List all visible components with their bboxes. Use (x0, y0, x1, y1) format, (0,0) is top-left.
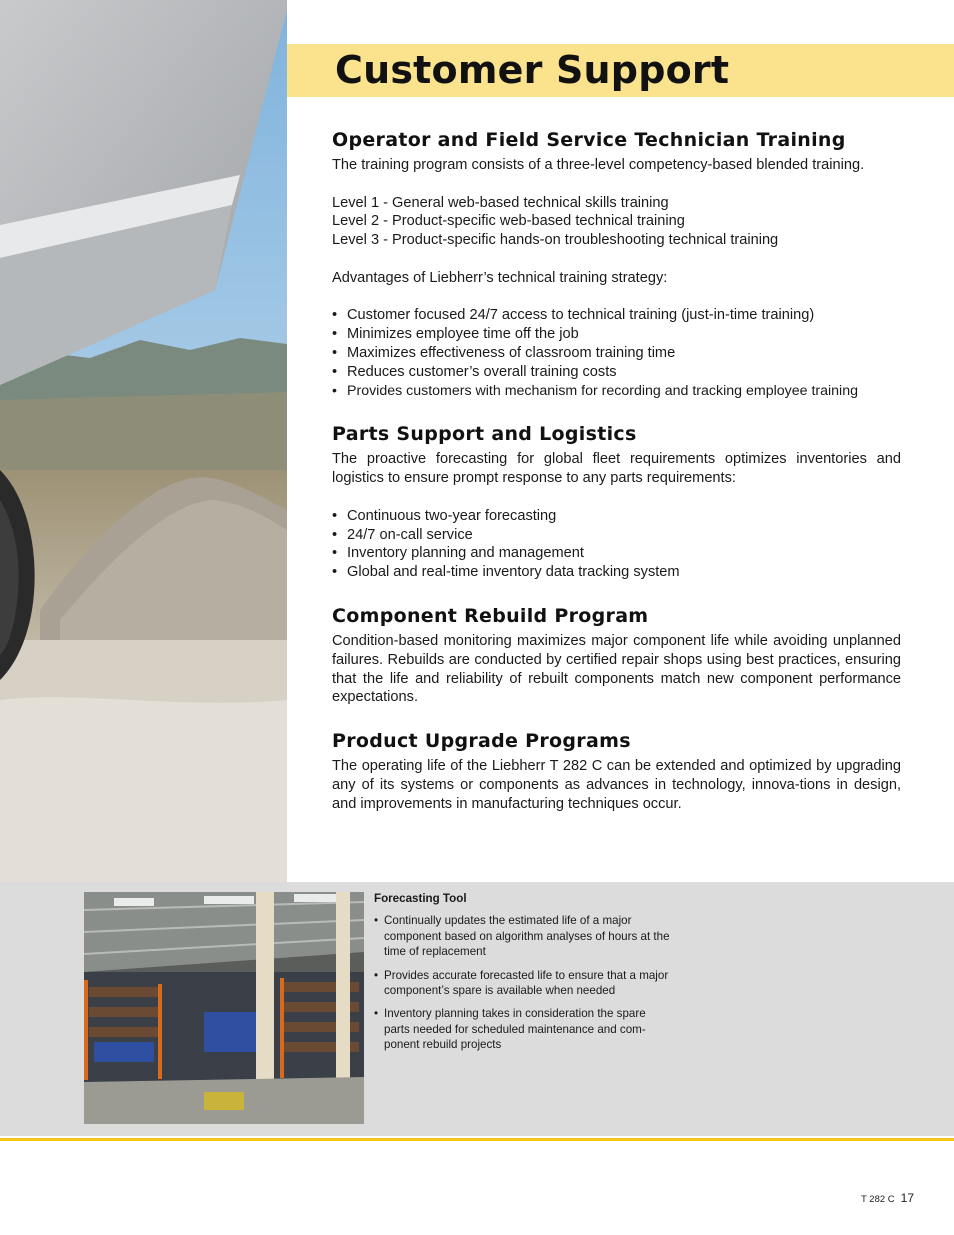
section-heading-parts: Parts Support and Logistics (332, 423, 637, 446)
mining-truck-photo (0, 0, 287, 882)
forecasting-panel (0, 882, 954, 1136)
forecasting-heading: Forecasting Tool (374, 892, 467, 905)
list-item: • Customer focused 24/7 access to technical training (just-in-time training) (332, 306, 901, 325)
forecasting-text (374, 891, 674, 1061)
section-heading-upgrade: Product Upgrade Programs (332, 730, 631, 753)
section-heading-rebuild: Component Rebuild Program (332, 604, 649, 627)
accent-rule (0, 1138, 954, 1141)
training-level-3: Level 3 - Product-specific hands-on troubleshooting technical training (332, 232, 779, 249)
training-level-2: Level 2 - Product-specific web-based technical training (332, 213, 685, 230)
list-item: • Inventory planning takes in consideration the spare parts needed for scheduled maintenance and com-ponent rebuild projects (374, 1006, 674, 1052)
page-footer (861, 1191, 914, 1205)
training-advantages-lead: Advantages of Liebherr’s technical training strategy: (332, 269, 668, 286)
main-content (332, 128, 901, 814)
forecasting-list (374, 913, 674, 1052)
list-item: • Continuous two-year forecasting (332, 507, 901, 526)
parts-intro: The proactive forecasting for global fleet requirements optimizes inventories and logistics to ensure prompt response to any parts requirements: (332, 451, 901, 487)
training-advantages-list (332, 306, 901, 400)
training-intro: The training program consists of a three-level competency-based blended training. (332, 157, 865, 173)
list-item: • Continually updates the estimated life of a major component based on algorithm analyses of hours at the time of replacement (374, 913, 674, 959)
list-item: • Provides accurate forecasted life to ensure that a major component’s spare is available when needed (374, 968, 674, 999)
page-title: Customer Support (335, 48, 730, 92)
upgrade-body: The operating life of the Liebherr T 282 C can be extended and optimized by upgrading any of its systems or components as advances in technology, innova-tions in design, and improvements in manufacturing techniques occur. (332, 758, 901, 812)
list-item: • Maximizes effectiveness of classroom training time (332, 344, 901, 363)
list-item: • Reduces customer’s overall training costs (332, 363, 901, 382)
warehouse-photo (84, 892, 364, 1124)
list-item: • Global and real-time inventory data tracking system (332, 563, 901, 582)
section-heading-training: Operator and Field Service Technician Training (332, 129, 846, 151)
list-item: • Provides customers with mechanism for recording and tracking employee training (332, 382, 901, 401)
model-label: T 282 C (861, 1194, 895, 1205)
list-item: • Minimizes employee time off the job (332, 325, 901, 344)
list-item: • 24/7 on-call service (332, 526, 901, 545)
training-level-1: Level 1 - General web-based technical skills training (332, 194, 669, 211)
list-item: • Inventory planning and management (332, 544, 901, 563)
parts-list (332, 507, 901, 582)
title-band (287, 44, 954, 97)
rebuild-body: Condition-based monitoring maximizes major component life while avoiding unplanned failures. Rebuilds are conducted by certified repair shops using best practices, ensuring that the life and reliability of rebuilt components match new component performance expectations. (332, 632, 901, 706)
page-number: 17 (900, 1191, 914, 1205)
